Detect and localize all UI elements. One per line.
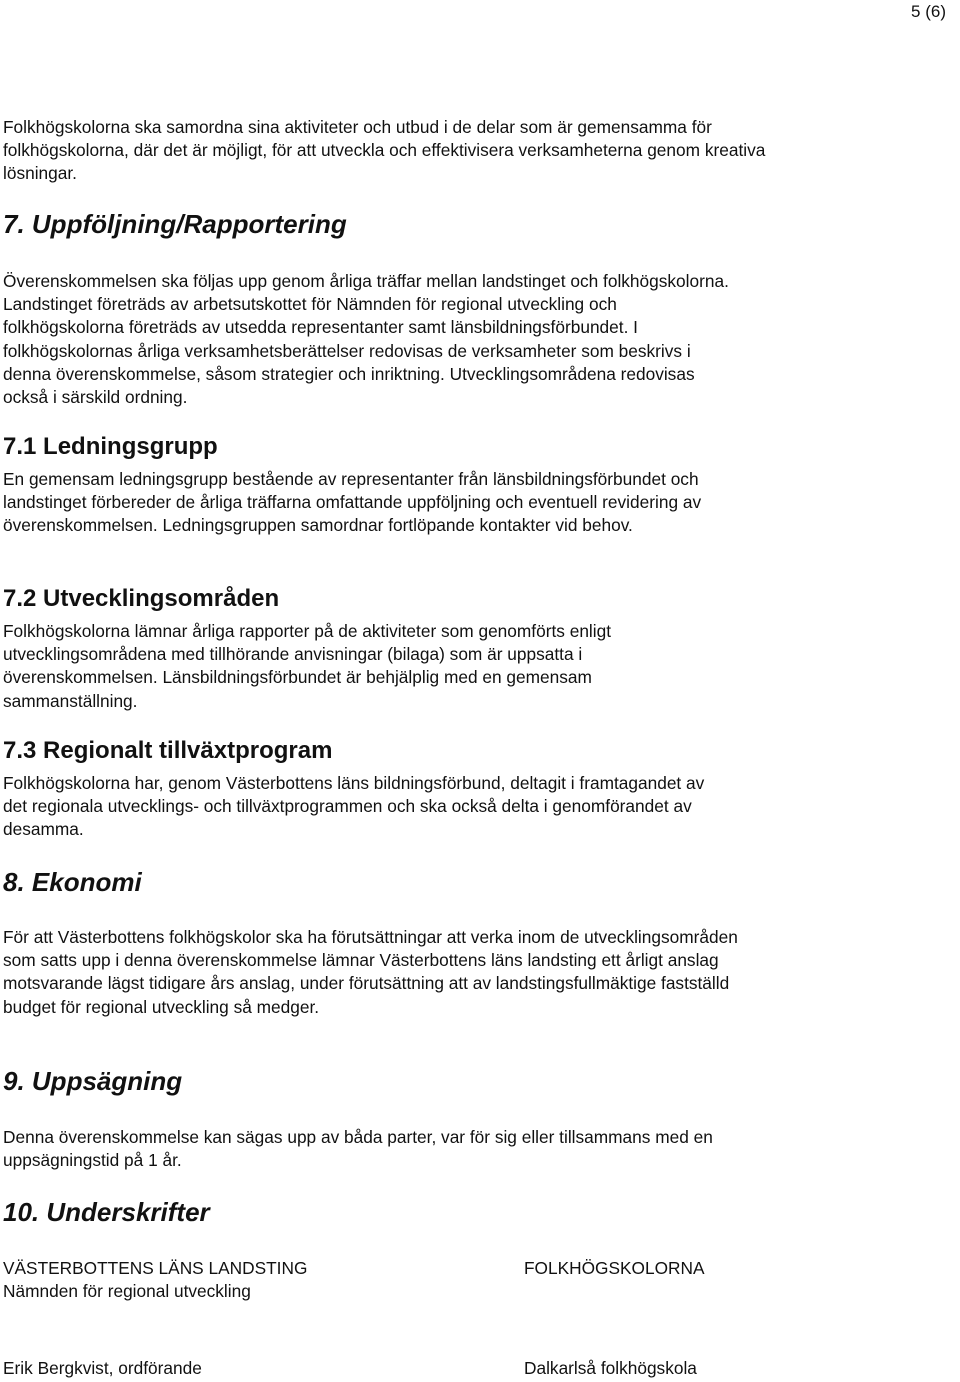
- signature-left-sub: Nämnden för regional utveckling: [3, 1281, 251, 1301]
- signature-left-signer: Erik Bergkvist, ordförande: [3, 1358, 202, 1378]
- intro-paragraph: Folkhögskolorna ska samordna sina aktiviteter och utbud i de delar som är gemensamma för folkhögskolorna, där det är möjligt, för att utveckla och effektivisera verksamheterna genom kreativa lösningar.: [3, 117, 766, 184]
- section-7-3: [3, 737, 953, 765]
- section-8-heading: 8. Ekonomi: [3, 867, 142, 897]
- section-9: [3, 1065, 953, 1097]
- section-8: [3, 866, 953, 898]
- section-7-heading: 7. Uppföljning/Rapportering: [3, 209, 347, 239]
- section-10: [3, 1196, 953, 1228]
- signature-right-org: FOLKHÖGSKOLORNA: [524, 1258, 705, 1278]
- section-8-body-block: [3, 926, 953, 1019]
- section-7-1: [3, 433, 953, 461]
- section-9-body: Denna överenskommelse kan sägas upp av båda parter, var för sig eller tillsammans med en uppsägningstid på 1 år.: [3, 1127, 713, 1171]
- section-7-1-body-block: [3, 468, 953, 538]
- section-7-3-heading: 7.3 Regionalt tillväxtprogram: [3, 737, 333, 764]
- section-9-heading: 9. Uppsägning: [3, 1066, 183, 1096]
- signature-left-org: VÄSTERBOTTENS LÄNS LANDSTING: [3, 1258, 308, 1278]
- section-8-body: För att Västerbottens folkhögskolor ska ha förutsättningar att verka inom de utvecklingsområden som satts upp i denna överenskommelse lämnar Västerbottens läns landsting ett årligt anslag motsvarande lägst tidigare års anslag, under förutsättning att av landstingsfullmäktige fastställd budget för regional utveckling så medger.: [3, 927, 738, 1017]
- section-7-3-body: Folkhögskolorna har, genom Västerbottens läns bildningsförbund, deltagit i framtagandet av det regionala utvecklings- och tillväxtprogrammen och ska också delta i genomförandet av desamma.: [3, 773, 705, 840]
- section-7-1-heading: 7.1 Ledningsgrupp: [3, 433, 218, 460]
- section-7-2-body: Folkhögskolorna lämnar årliga rapporter på de aktiviteter som genomförts enligt utvecklingsområdena med tillhörande anvisningar (bilaga) som är uppsatta i överenskommelsen. Länsbildningsförbundet är behjälplig med en gemensam sammanställning.: [3, 621, 612, 711]
- section-7-2-body-block: [3, 620, 953, 713]
- page-number: 5 (6): [911, 2, 946, 21]
- section-10-heading: 10. Underskrifter: [3, 1197, 210, 1227]
- section-7-2: [3, 585, 953, 613]
- section-7-body-block: [3, 270, 953, 409]
- section-7-2-heading: 7.2 Utvecklingsområden: [3, 585, 280, 612]
- section-7-3-body-block: [3, 772, 953, 842]
- section-7-1-body: En gemensam ledningsgrupp bestående av representanter från länsbildningsförbundet och landstinget förbereder de årliga träffarna omfattande uppföljning och eventuell revidering av överenskommelsen. Ledningsgruppen samordnar fortlöpande kontakter vid behov.: [3, 469, 702, 536]
- signature-right-signer: Dalkarlså folkhögskola: [524, 1358, 697, 1378]
- intro-paragraph-block: [3, 116, 953, 186]
- section-7-body: Överenskommelsen ska följas upp genom årliga träffar mellan landstinget och folkhögskolorna. Landstinget företräds av arbetsutskottet för Nämnden för regional utveckling och folkhögskolorna företräds av utsedda representanter samt länsbildningsförbundet. I folkhögskolornas årliga verksamhetsberättelser redovisas de verksamheter som beskrivs i denna överenskommelse, såsom strategier och inriktning. Utvecklingsområdena redovisas också i särskild ordning.: [3, 271, 729, 408]
- section-7: [3, 208, 953, 240]
- section-9-body-block: [3, 1126, 953, 1172]
